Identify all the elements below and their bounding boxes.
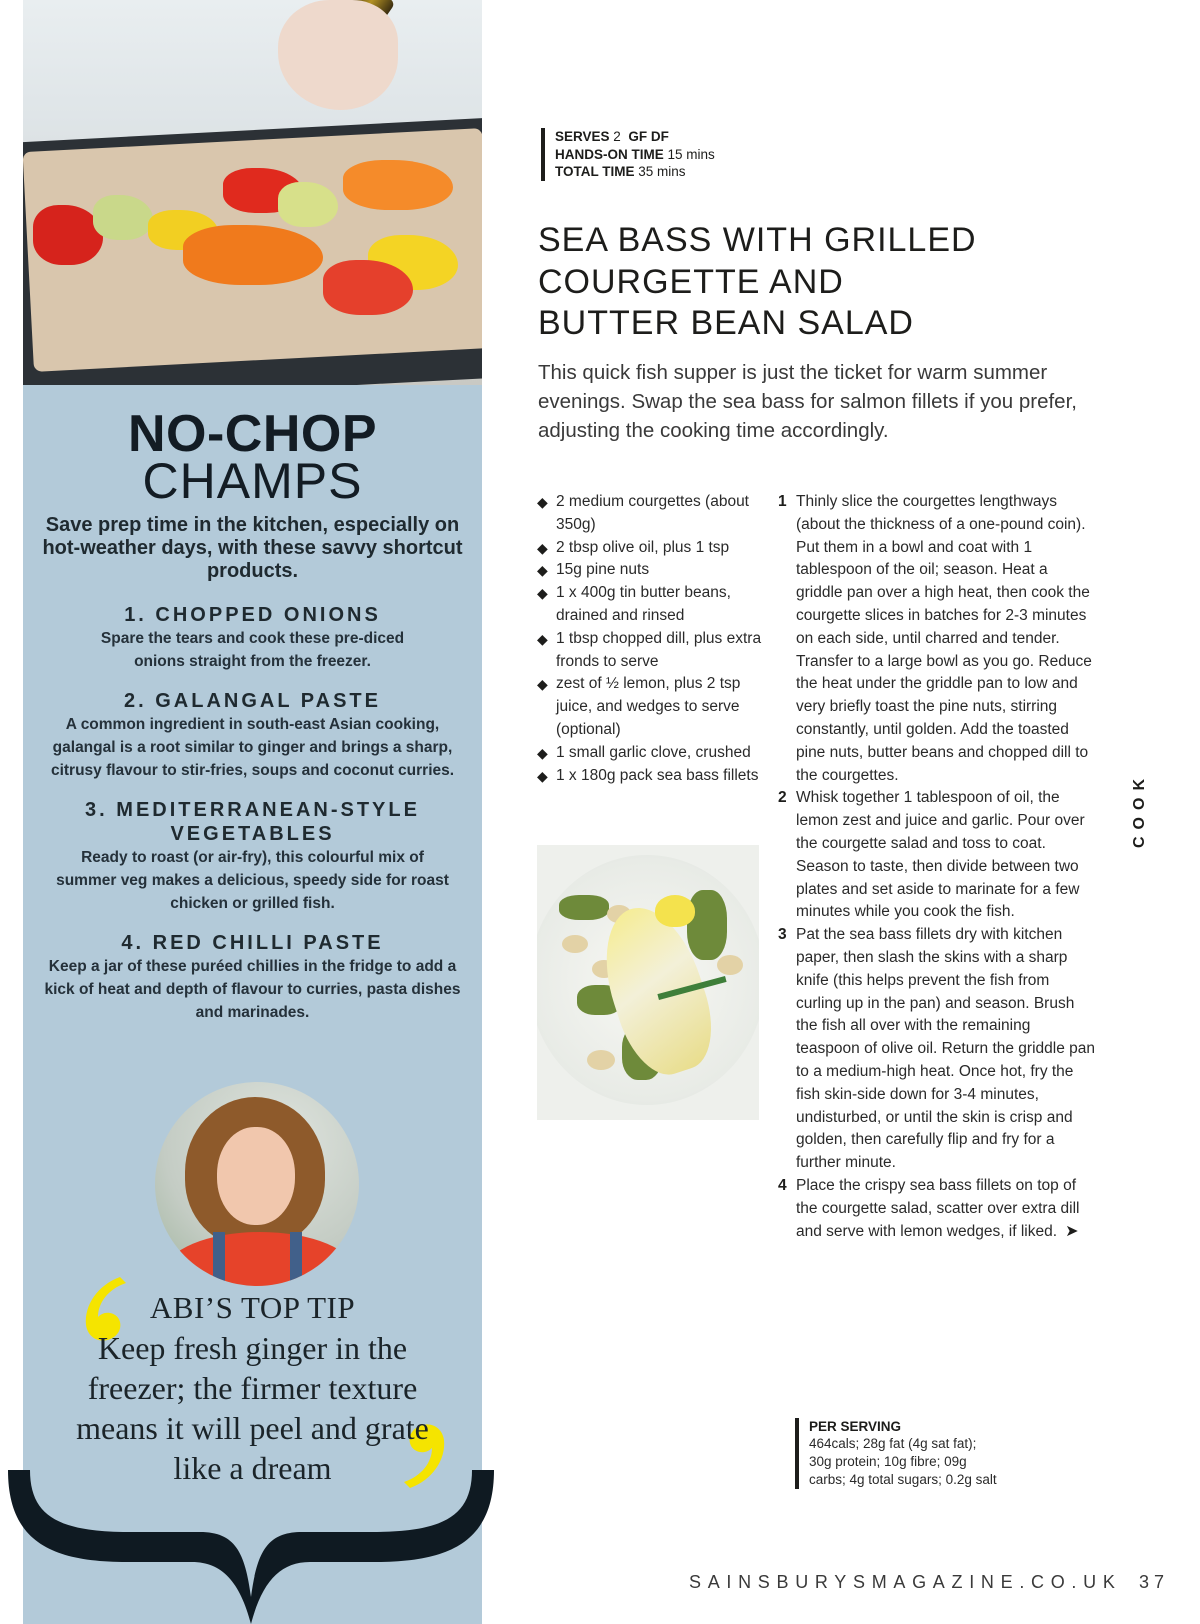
section-tag-cook	[1130, 770, 1150, 850]
recipe-intro: This quick fish supper is just the ticket for warm summer evenings. Swap the sea bass for salmon fillets if you prefer, adjusting the cooking time accordingly.	[538, 361, 1077, 442]
nutrition-label: PER SERVING	[809, 1419, 902, 1434]
recipe-title-line: SEA BASS WITH GRILLED	[538, 221, 977, 259]
hands-on-row	[555, 146, 715, 164]
ingredient-item: ◆ 1 x 180g pack sea bass fillets	[537, 765, 767, 788]
method-step	[778, 1175, 1098, 1243]
ingredient-item: ◆ 2 medium courgettes (about 350g)	[537, 493, 749, 533]
veg-courgette	[93, 195, 153, 240]
step-number: 1	[778, 493, 787, 510]
avatar-abi	[155, 1082, 359, 1286]
veg-courgette	[278, 182, 338, 227]
serves-row	[555, 128, 715, 146]
diamond-bullet-icon: ◆	[537, 630, 548, 647]
product-heading: 4. RED CHILLI PASTE	[121, 932, 384, 954]
ingredient-item: ◆ zest of ½ lemon, plus 2 tsp juice, and wedges to serve (optional)	[537, 675, 741, 738]
diamond-bullet-icon: ◆	[537, 585, 548, 602]
end-arrow-icon: ➤	[1065, 1222, 1079, 1240]
feature-title-line2: CHAMPS	[142, 453, 363, 509]
grilled-courgette	[687, 890, 727, 960]
serves-value: 2	[613, 129, 621, 144]
product-item	[40, 603, 465, 673]
veg-orange-pepper	[343, 160, 453, 210]
butter-bean	[587, 1050, 615, 1070]
diamond-bullet-icon: ◆	[537, 744, 548, 761]
method-step	[778, 924, 1098, 1175]
dish-photo-sea-bass	[537, 845, 759, 1120]
diamond-bullet-icon: ◆	[537, 767, 548, 784]
method-steps	[778, 491, 1098, 1243]
page-number: 37	[1139, 1572, 1170, 1592]
recipe-meta	[541, 128, 715, 181]
ingredient-item: ◆ 2 tbsp olive oil, plus 1 tsp	[537, 537, 767, 560]
product-description: Ready to roast (or air-fry), this colourful mix of summer veg makes a delicious, speedy side for roast chicken or grilled fish.	[56, 849, 449, 912]
tip-body: Keep fresh ginger in the freezer; the firmer texture means it will peel and grate like a dream	[76, 1330, 429, 1486]
butter-bean	[717, 955, 743, 975]
diamond-bullet-icon: ◆	[537, 676, 548, 693]
product-item	[40, 689, 465, 782]
product-description: A common ingredient in south-east Asian cooking, galangal is a root similar to ginger and brings a sharp, citrusy flavour to stir-fries, soups and coconut curries.	[50, 716, 455, 779]
recipe-title-line: BUTTER BEAN SALAD	[538, 304, 914, 342]
product-heading: 3. MEDITERRANEAN-STYLE VEGETABLES	[85, 799, 420, 845]
diamond-bullet-icon: ◆	[537, 562, 548, 579]
hands-on-value: 15 mins	[667, 146, 715, 162]
avatar-face	[217, 1127, 295, 1225]
nutrition-info	[795, 1418, 997, 1489]
feature-intro: Save prep time in the kitchen, especially on hot-weather days, with these savvy shortcut products.	[42, 514, 463, 582]
total-time-label: TOTAL TIME	[555, 164, 635, 179]
step-number: 3	[778, 926, 787, 944]
curly-brace-decoration	[0, 1462, 502, 1624]
ingredient-item: ◆ 15g pine nuts	[537, 559, 767, 582]
hero-photo-roasting-vegetables	[23, 0, 482, 385]
total-time-value: 35 mins	[638, 164, 686, 179]
product-heading: 1. CHOPPED ONIONS	[124, 604, 381, 626]
hand	[278, 0, 398, 110]
step-text: Place the crispy sea bass fillets on top of the courgette salad, scatter over extra dill and serve with lemon wedges, if liked.	[796, 1176, 1080, 1240]
total-time-row	[555, 163, 715, 181]
serves-label: SERVES	[555, 129, 610, 144]
product-item	[40, 798, 465, 915]
section-tag-label: COOK	[1131, 772, 1148, 848]
nutrition-line: carbs; 4g total sugars; 0.2g salt	[809, 1472, 997, 1487]
product-description: Spare the tears and cook these pre-diced onions straight from the freezer.	[100, 630, 405, 670]
tip-title: ABI’S TOP TIP	[149, 1290, 356, 1325]
diamond-bullet-icon: ◆	[537, 539, 548, 556]
footer-website: SAINSBURYSMAGAZINE.CO.UK	[689, 1572, 1122, 1592]
dietary-badges: GF DF	[628, 129, 669, 144]
recipe-title-line: COURGETTE AND	[538, 262, 844, 301]
feature-title-line1: NO-CHOP	[127, 405, 378, 463]
nutrition-line: 464cals; 28g fat (4g sat fat);	[809, 1436, 977, 1451]
ingredient-item: ◆ 1 small garlic clove, crushed	[537, 742, 767, 765]
product-heading: 2. GALANGAL PASTE	[124, 690, 381, 712]
avatar-apron-strap	[213, 1232, 225, 1286]
method-step	[778, 787, 1098, 924]
nutrition-line: 30g protein; 10g fibre; 09g	[809, 1454, 967, 1469]
grilled-courgette	[559, 895, 609, 920]
recipe-title	[538, 220, 1098, 345]
ingredient-item: ◆ 1 tbsp chopped dill, plus extra fronds to serve	[537, 629, 762, 670]
avatar-apron-strap	[290, 1232, 302, 1286]
lemon-wedge	[655, 895, 695, 927]
method-step	[778, 491, 1098, 787]
product-list	[40, 603, 465, 1040]
butter-bean	[562, 935, 588, 953]
product-item	[40, 931, 465, 1024]
ingredient-list	[537, 491, 767, 787]
diamond-bullet-icon: ◆	[537, 494, 548, 510]
product-description: Keep a jar of these puréed chillies in the fridge to add a kick of heat and depth of flavour to curries, pasta dishes and marinades.	[44, 958, 461, 1021]
hands-on-label: HANDS-ON TIME	[555, 146, 664, 162]
avatar-jumper	[165, 1232, 355, 1286]
step-text: Whisk together 1 tablespoon of oil, the lemon zest and juice and garlic. Pour over the courgette salad and toss to coat. Season to taste, then divide between two plates and set aside to marinate for a few minutes while you cook the fish.	[796, 789, 1085, 921]
ingredient-item: ◆ 1 x 400g tin butter beans, drained and rinsed	[537, 584, 731, 624]
step-number: 2	[778, 789, 787, 807]
step-number: 4	[778, 1176, 787, 1194]
step-text: Thinly slice the courgettes lengthways (about the thickness of a one-pound coin). Put them in a bowl and coat with 1 tablespoon of the oil; season. Heat a griddle pan over a high heat, then cook the courgette slices in batches for 2-3 minutes on each side, until charred and tender. Transfer to a large bowl as you go. Reduce the heat under the griddle pan to low and very briefly toast the pine nuts, stirring constantly, until golden. Add the toasted pine nuts, butter beans and chopped dill to the courgettes.	[796, 493, 1092, 784]
step-text: Pat the sea bass fillets dry with kitchen paper, then slash the skins with a sharp knife (this helps prevent the fish from curling up in the pan) and season. Brush the fish all over with the remaining teaspoon of olive oil. Return the griddle pan to a medium-high heat. Once hot, fry the fish skin-side down for 3-4 minutes, undisturbed, or until the skin is crisp and golden, then carefully flip and fry for a further minute.	[796, 926, 1096, 1172]
